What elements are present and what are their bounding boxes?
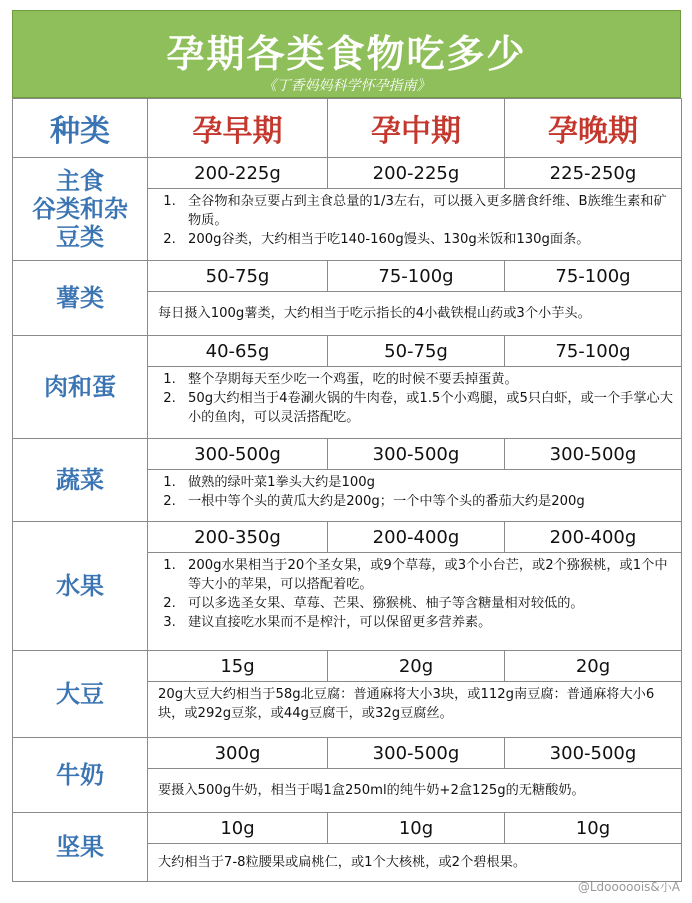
note-item: 1. 全谷物和杂豆要占到主食总量的1/3左右，可以摄入更多膳食纤维、B族维生素和矿物质。 — [180, 192, 675, 230]
note-cell — [148, 292, 682, 336]
amount-late: 20g — [505, 651, 682, 682]
amount-late: 225-250g — [505, 158, 682, 189]
amount-early: 15g — [148, 651, 328, 682]
amount-mid: 50-75g — [328, 336, 505, 367]
note-item: 1. 200g水果相当于20个圣女果，或9个草莓，或3个小台芒，或2个猕猴桃，或1个中等大小的苹果，可以搭配着吃。 — [180, 556, 675, 594]
note-item: 2. 200g谷类，大约相当于吃140-160g馒头、130g米饭和130g面条。 — [180, 230, 675, 249]
table-header-row — [13, 99, 682, 158]
category-tubers: 薯类 — [13, 261, 148, 336]
note-cell — [148, 470, 682, 522]
amount-mid: 300-500g — [328, 439, 505, 470]
table-row — [13, 336, 682, 367]
amount-mid: 200-225g — [328, 158, 505, 189]
amount-late: 75-100g — [505, 261, 682, 292]
note-cell — [148, 189, 682, 261]
header-mid: 孕中期 — [328, 99, 505, 158]
amount-mid: 10g — [328, 813, 505, 844]
note-item: 2. 可以多选圣女果、草莓、芒果、猕猴桃、柚子等含糖量相对较低的。 — [180, 594, 675, 613]
note-text: 要摄入500g牛奶，相当于喝1盒250ml的纯牛奶+2盒125g的无糖酸奶。 — [158, 782, 585, 798]
note-item: 1. 整个孕期每天至少吃一个鸡蛋，吃的时候不要丢掉蛋黄。 — [180, 370, 675, 389]
category-fruit: 水果 — [13, 522, 148, 651]
amount-early: 10g — [148, 813, 328, 844]
amount-mid: 200-400g — [328, 522, 505, 553]
note-cell — [148, 553, 682, 651]
note-item: 2. 50g大约相当于4卷涮火锅的牛肉卷，或1.5个小鸡腿，或5只白虾，或一个手掌心大小的鱼肉，可以灵活搭配吃。 — [180, 389, 675, 427]
table-row — [13, 261, 682, 292]
amount-early: 40-65g — [148, 336, 328, 367]
note-text: 20g大豆大约相当于58g北豆腐：普通麻将大小3块，或112g南豆腐：普通麻将大小6块，或292g豆浆，或44g豆腐干，或32g豆腐丝。 — [158, 687, 655, 721]
amount-mid: 300-500g — [328, 738, 505, 769]
table-row — [13, 651, 682, 682]
category-soybean: 大豆 — [13, 651, 148, 738]
amount-late: 10g — [505, 813, 682, 844]
amount-early: 200-225g — [148, 158, 328, 189]
header-category: 种类 — [13, 99, 148, 158]
note-cell — [148, 682, 682, 738]
table-row — [13, 439, 682, 470]
note-text: 大约相当于7-8粒腰果或扁桃仁，或1个大核桃，或2个碧根果。 — [158, 854, 527, 870]
note-cell — [148, 844, 682, 882]
watermark: @Ldooooois&小A — [577, 880, 680, 894]
table-row — [13, 522, 682, 553]
amount-early: 200-350g — [148, 522, 328, 553]
amount-late: 200-400g — [505, 522, 682, 553]
amount-late: 75-100g — [505, 336, 682, 367]
header-late: 孕晚期 — [505, 99, 682, 158]
category-staples: 主食 谷类和杂 豆类 — [13, 158, 148, 261]
table-row — [13, 158, 682, 189]
note-cell — [148, 367, 682, 439]
amount-late: 300-500g — [505, 738, 682, 769]
table-row — [13, 813, 682, 844]
note-item: 2. 一根中等个头的黄瓜大约是200g；一个中等个头的番茄大约是200g — [180, 492, 675, 511]
note-item: 1. 做熟的绿叶菜1拳头大约是100g — [180, 473, 675, 492]
amount-mid: 75-100g — [328, 261, 505, 292]
category-milk: 牛奶 — [13, 738, 148, 813]
page-title: 孕期各类食物吃多少 — [166, 32, 527, 76]
amount-early: 50-75g — [148, 261, 328, 292]
note-text: 每日摄入100g薯类，大约相当于吃示指长的4小截铁棍山药或3个小芋头。 — [158, 305, 591, 321]
note-cell — [148, 769, 682, 813]
note-item: 3. 建议直接吃水果而不是榨汁，可以保留更多营养素。 — [180, 613, 675, 632]
amount-late: 300-500g — [505, 439, 682, 470]
food-table — [12, 98, 682, 882]
category-nuts: 坚果 — [13, 813, 148, 882]
table-row — [13, 738, 682, 769]
amount-mid: 20g — [328, 651, 505, 682]
page-subtitle: 《丁香妈妈科学怀孕指南》 — [262, 78, 431, 94]
amount-early: 300-500g — [148, 439, 328, 470]
amount-early: 300g — [148, 738, 328, 769]
header-early: 孕早期 — [148, 99, 328, 158]
category-meat-egg: 肉和蛋 — [13, 336, 148, 439]
header-banner — [12, 10, 681, 98]
category-vegetables: 蔬菜 — [13, 439, 148, 522]
